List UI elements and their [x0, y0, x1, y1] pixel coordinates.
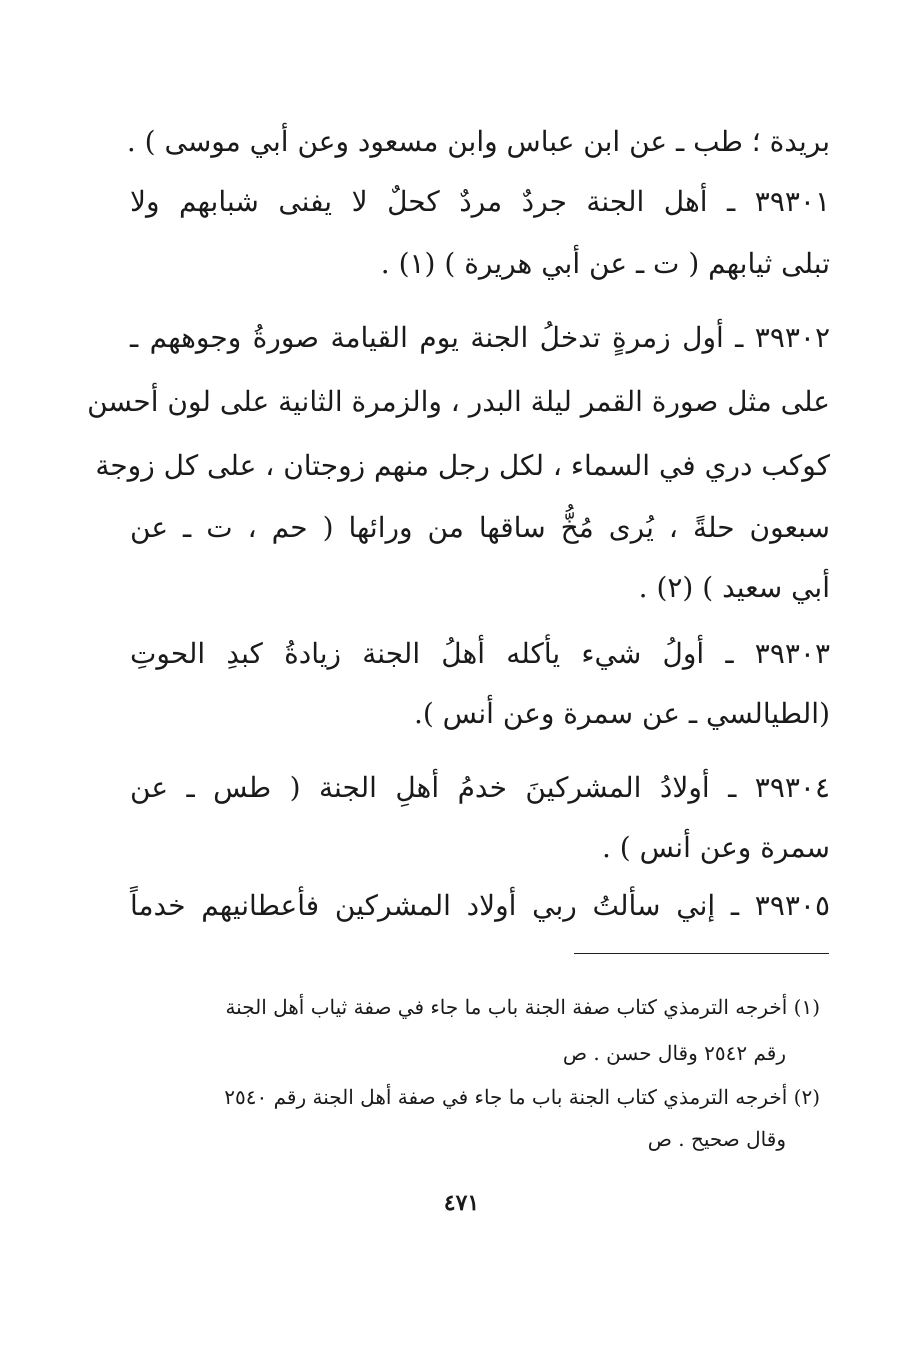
footnote-separator	[574, 953, 829, 954]
text-line: على مثل صورة القمر ليلة البدر ، والزمرة الثانية على لون أحسن	[87, 385, 830, 418]
page-number: ٤٧١	[443, 1190, 480, 1216]
text-line: سبعون حلةً ، يُرى مُخُّ ساقها من ورائها ( حم ، ت ـ عن	[130, 511, 830, 544]
footnote-2-continued: وقال صحيح . ص	[647, 1127, 786, 1151]
footnote-2: (٢) أخرجه الترمذي كتاب الجنة باب ما جاء في صفة أهل الجنة رقم ٢٥٤٠	[224, 1085, 820, 1109]
hadith-39304-line: ٣٩٣٠٤ ـ أولادُ المشركينَ خدمُ أهلِ الجنة ( طس ـ عن	[130, 771, 830, 804]
text-line: أبي سعيد ) (٢) .	[638, 571, 830, 604]
footnote-1-continued: رقم ٢٥٤٢ وقال حسن . ص	[562, 1041, 786, 1065]
text-line: بريدة ؛ طب ـ عن ابن عباس وابن مسعود وعن أبي موسى ) .	[126, 125, 830, 158]
hadith-39303-line: ٣٩٣٠٣ ـ أولُ شيء يأكله أهلُ الجنة زيادةُ كبدِ الحوتِ	[130, 637, 830, 670]
text-line: (الطيالسي ـ عن سمرة وعن أنس ).	[413, 697, 830, 730]
text-line: تبلى ثيابهم ( ت ـ عن أبي هريرة ) (١) .	[380, 247, 830, 280]
text-line: سمرة وعن أنس ) .	[601, 831, 830, 864]
hadith-39302-line: ٣٩٣٠٢ ـ أول زمرةٍ تدخلُ الجنة يوم القيامة صورةُ وجوههم ـ	[130, 321, 830, 354]
text-line: كوكب دري في السماء ، لكل رجل منهم زوجتان ، على كل زوجة	[95, 449, 830, 482]
footnote-1: (١) أخرجه الترمذي كتاب صفة الجنة باب ما جاء في صفة ثياب أهل الجنة	[225, 995, 820, 1019]
hadith-39301-line: ٣٩٣٠١ ـ أهل الجنة جردٌ مردٌ كحلٌ لا يفنى شبابهم ولا	[130, 185, 830, 218]
hadith-39305-line: ٣٩٣٠٥ ـ إني سألتُ ربي أولاد المشركين فأعطانيهم خدماً	[130, 889, 830, 922]
